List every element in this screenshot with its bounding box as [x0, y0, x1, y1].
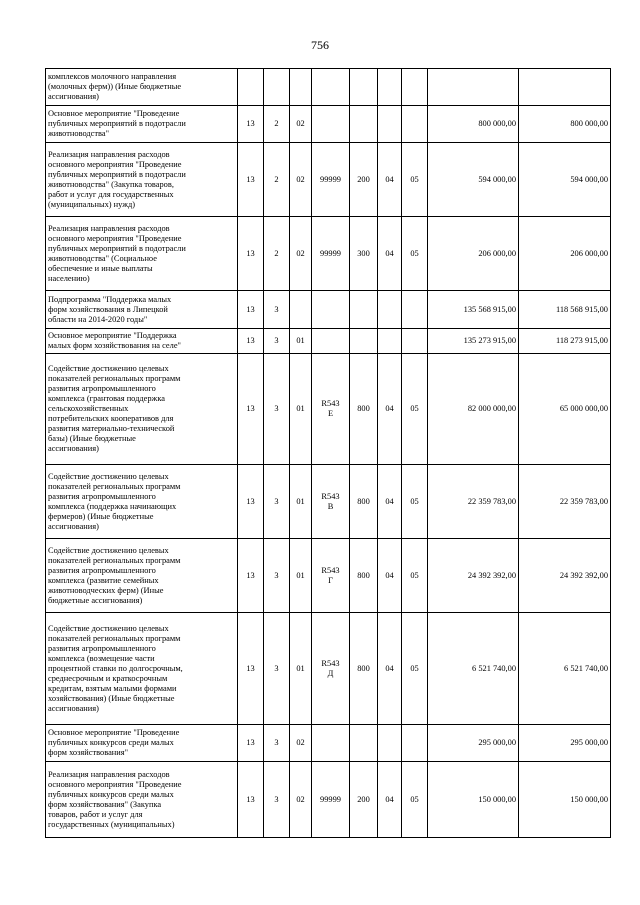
- amount-cell: 135 273 915,00: [428, 329, 519, 354]
- amount-cell: 6 521 740,00: [428, 613, 519, 725]
- code-cell: 13: [238, 329, 264, 354]
- code-cell: 13: [238, 217, 264, 291]
- code-cell: 04: [378, 539, 402, 613]
- code-cell: 200: [350, 143, 378, 217]
- amount-cell: 206 000,00: [519, 217, 611, 291]
- code-cell: [312, 725, 350, 762]
- code-cell: 05: [402, 613, 428, 725]
- code-cell: 01: [290, 329, 312, 354]
- amount-cell: [428, 69, 519, 106]
- item-name: Содействие достижению целевых показателей региональных программ развития агропромышленного комплекса (развитие семейных животноводческих ферм) (Иные бюджетные ассигнования): [46, 539, 238, 613]
- code-cell: [378, 291, 402, 329]
- code-cell: 04: [378, 465, 402, 539]
- amount-cell: 24 392 392,00: [428, 539, 519, 613]
- amount-cell: 594 000,00: [519, 143, 611, 217]
- amount-cell: 295 000,00: [428, 725, 519, 762]
- budget-table: [45, 68, 611, 838]
- code-cell: 04: [378, 762, 402, 838]
- item-name: Реализация направления расходов основного мероприятия "Проведение публичных конкурсов среди малых форм хозяйствования" (Закупка товаров, работ и услуг для государственных (муниципальных): [46, 762, 238, 838]
- code-cell: [402, 69, 428, 106]
- code-cell: 05: [402, 762, 428, 838]
- amount-cell: 22 359 783,00: [519, 465, 611, 539]
- code-cell: 200: [350, 762, 378, 838]
- item-name: Основное мероприятие "Поддержка малых форм хозяйствования на селе": [46, 329, 238, 354]
- code-cell: 05: [402, 465, 428, 539]
- code-cell: 2: [264, 106, 290, 143]
- table-row: [46, 613, 611, 725]
- code-cell: 01: [290, 354, 312, 465]
- code-cell: 02: [290, 725, 312, 762]
- code-cell: 01: [290, 465, 312, 539]
- code-cell: 800: [350, 354, 378, 465]
- code-cell: 13: [238, 613, 264, 725]
- code-cell: 3: [264, 465, 290, 539]
- amount-cell: 24 392 392,00: [519, 539, 611, 613]
- code-cell: 2: [264, 217, 290, 291]
- code-cell: 300: [350, 217, 378, 291]
- code-cell: [378, 106, 402, 143]
- code-cell: 13: [238, 291, 264, 329]
- code-cell: 05: [402, 217, 428, 291]
- code-cell: 01: [290, 613, 312, 725]
- code-cell: 99999: [312, 143, 350, 217]
- code-cell: 04: [378, 143, 402, 217]
- amount-cell: 6 521 740,00: [519, 613, 611, 725]
- item-name: Основное мероприятие "Проведение публичных конкурсов среди малых форм хозяйствования": [46, 725, 238, 762]
- amount-cell: 118 568 915,00: [519, 291, 611, 329]
- amount-cell: [519, 69, 611, 106]
- page-number: 756: [311, 38, 329, 52]
- amount-cell: 65 000 000,00: [519, 354, 611, 465]
- code-cell: [378, 329, 402, 354]
- amount-cell: 800 000,00: [428, 106, 519, 143]
- item-name: Реализация направления расходов основного мероприятия "Проведение публичных мероприятий в подотрасли животноводства" (Социальное обеспечение и иные выплаты населению): [46, 217, 238, 291]
- item-name: Основное мероприятие "Проведение публичных мероприятий в подотрасли животноводства": [46, 106, 238, 143]
- code-cell: 02: [290, 762, 312, 838]
- amount-cell: 594 000,00: [428, 143, 519, 217]
- amount-cell: 135 568 915,00: [428, 291, 519, 329]
- table-row: [46, 217, 611, 291]
- code-cell: 3: [264, 539, 290, 613]
- code-cell: 13: [238, 143, 264, 217]
- code-cell: 04: [378, 217, 402, 291]
- code-cell: R543 Е: [312, 354, 350, 465]
- table-row: [46, 143, 611, 217]
- code-cell: [350, 329, 378, 354]
- table-row: [46, 725, 611, 762]
- code-cell: 02: [290, 143, 312, 217]
- code-cell: 2: [264, 143, 290, 217]
- item-name: Содействие достижению целевых показателей региональных программ развития агропромышленного комплекса (поддержка начинающих фермеров) (Иные бюджетные ассигнования): [46, 465, 238, 539]
- code-cell: 02: [290, 106, 312, 143]
- table-row: [46, 354, 611, 465]
- code-cell: [264, 69, 290, 106]
- amount-cell: 206 000,00: [428, 217, 519, 291]
- code-cell: [402, 106, 428, 143]
- code-cell: [238, 69, 264, 106]
- item-name: комплексов молочного направления (молочных ферм)) (Иные бюджетные ассигнования): [46, 69, 238, 106]
- code-cell: [312, 106, 350, 143]
- code-cell: 3: [264, 291, 290, 329]
- table-row: [46, 329, 611, 354]
- code-cell: [350, 725, 378, 762]
- code-cell: [312, 291, 350, 329]
- code-cell: 3: [264, 762, 290, 838]
- item-name: Подпрограмма "Поддержка малых форм хозяйствования в Липецкой области на 2014-2020 годы": [46, 291, 238, 329]
- amount-cell: 295 000,00: [519, 725, 611, 762]
- code-cell: 05: [402, 143, 428, 217]
- code-cell: [350, 291, 378, 329]
- table-row: [46, 291, 611, 329]
- amount-cell: 82 000 000,00: [428, 354, 519, 465]
- code-cell: 13: [238, 106, 264, 143]
- code-cell: 01: [290, 539, 312, 613]
- amount-cell: 800 000,00: [519, 106, 611, 143]
- code-cell: [312, 69, 350, 106]
- code-cell: 05: [402, 354, 428, 465]
- code-cell: 800: [350, 613, 378, 725]
- code-cell: [350, 69, 378, 106]
- amount-cell: 150 000,00: [519, 762, 611, 838]
- code-cell: 13: [238, 354, 264, 465]
- code-cell: R543 В: [312, 465, 350, 539]
- code-cell: 99999: [312, 217, 350, 291]
- code-cell: 3: [264, 354, 290, 465]
- code-cell: [378, 69, 402, 106]
- code-cell: [290, 69, 312, 106]
- table-row: [46, 539, 611, 613]
- item-name: Содействие достижению целевых показателей региональных программ развития агропромышленного комплекса (грантовая поддержка сельскохозяйственных потребительских кооперативов для развития материально-технической базы) (Иные бюджетные ассигнования): [46, 354, 238, 465]
- code-cell: 3: [264, 613, 290, 725]
- code-cell: 13: [238, 725, 264, 762]
- code-cell: 13: [238, 465, 264, 539]
- code-cell: 02: [290, 217, 312, 291]
- code-cell: 05: [402, 539, 428, 613]
- code-cell: R543 Г: [312, 539, 350, 613]
- table-row: [46, 762, 611, 838]
- item-name: Реализация направления расходов основного мероприятия "Проведение публичных мероприятий в подотрасли животноводства" (Закупка товаров, работ и услуг для государственных (муниципальных) нужд): [46, 143, 238, 217]
- code-cell: [402, 291, 428, 329]
- code-cell: 3: [264, 725, 290, 762]
- code-cell: 04: [378, 613, 402, 725]
- code-cell: [350, 106, 378, 143]
- code-cell: 3: [264, 329, 290, 354]
- amount-cell: 150 000,00: [428, 762, 519, 838]
- table-row: [46, 465, 611, 539]
- code-cell: 800: [350, 465, 378, 539]
- code-cell: 04: [378, 354, 402, 465]
- code-cell: 13: [238, 762, 264, 838]
- code-cell: 99999: [312, 762, 350, 838]
- code-cell: [378, 725, 402, 762]
- code-cell: [290, 291, 312, 329]
- code-cell: R543 Д: [312, 613, 350, 725]
- table-row: [46, 69, 611, 106]
- code-cell: [402, 725, 428, 762]
- code-cell: 800: [350, 539, 378, 613]
- code-cell: [312, 329, 350, 354]
- amount-cell: 22 359 783,00: [428, 465, 519, 539]
- item-name: Содействие достижению целевых показателей региональных программ развития агропромышленного комплекса (возмещение части процентной ставки по долгосрочным, среднесрочным и краткосрочным кредитам, взятым малыми формами хозяйствования) (Иные бюджетные ассигнования): [46, 613, 238, 725]
- code-cell: 13: [238, 539, 264, 613]
- code-cell: [402, 329, 428, 354]
- table-row: [46, 106, 611, 143]
- amount-cell: 118 273 915,00: [519, 329, 611, 354]
